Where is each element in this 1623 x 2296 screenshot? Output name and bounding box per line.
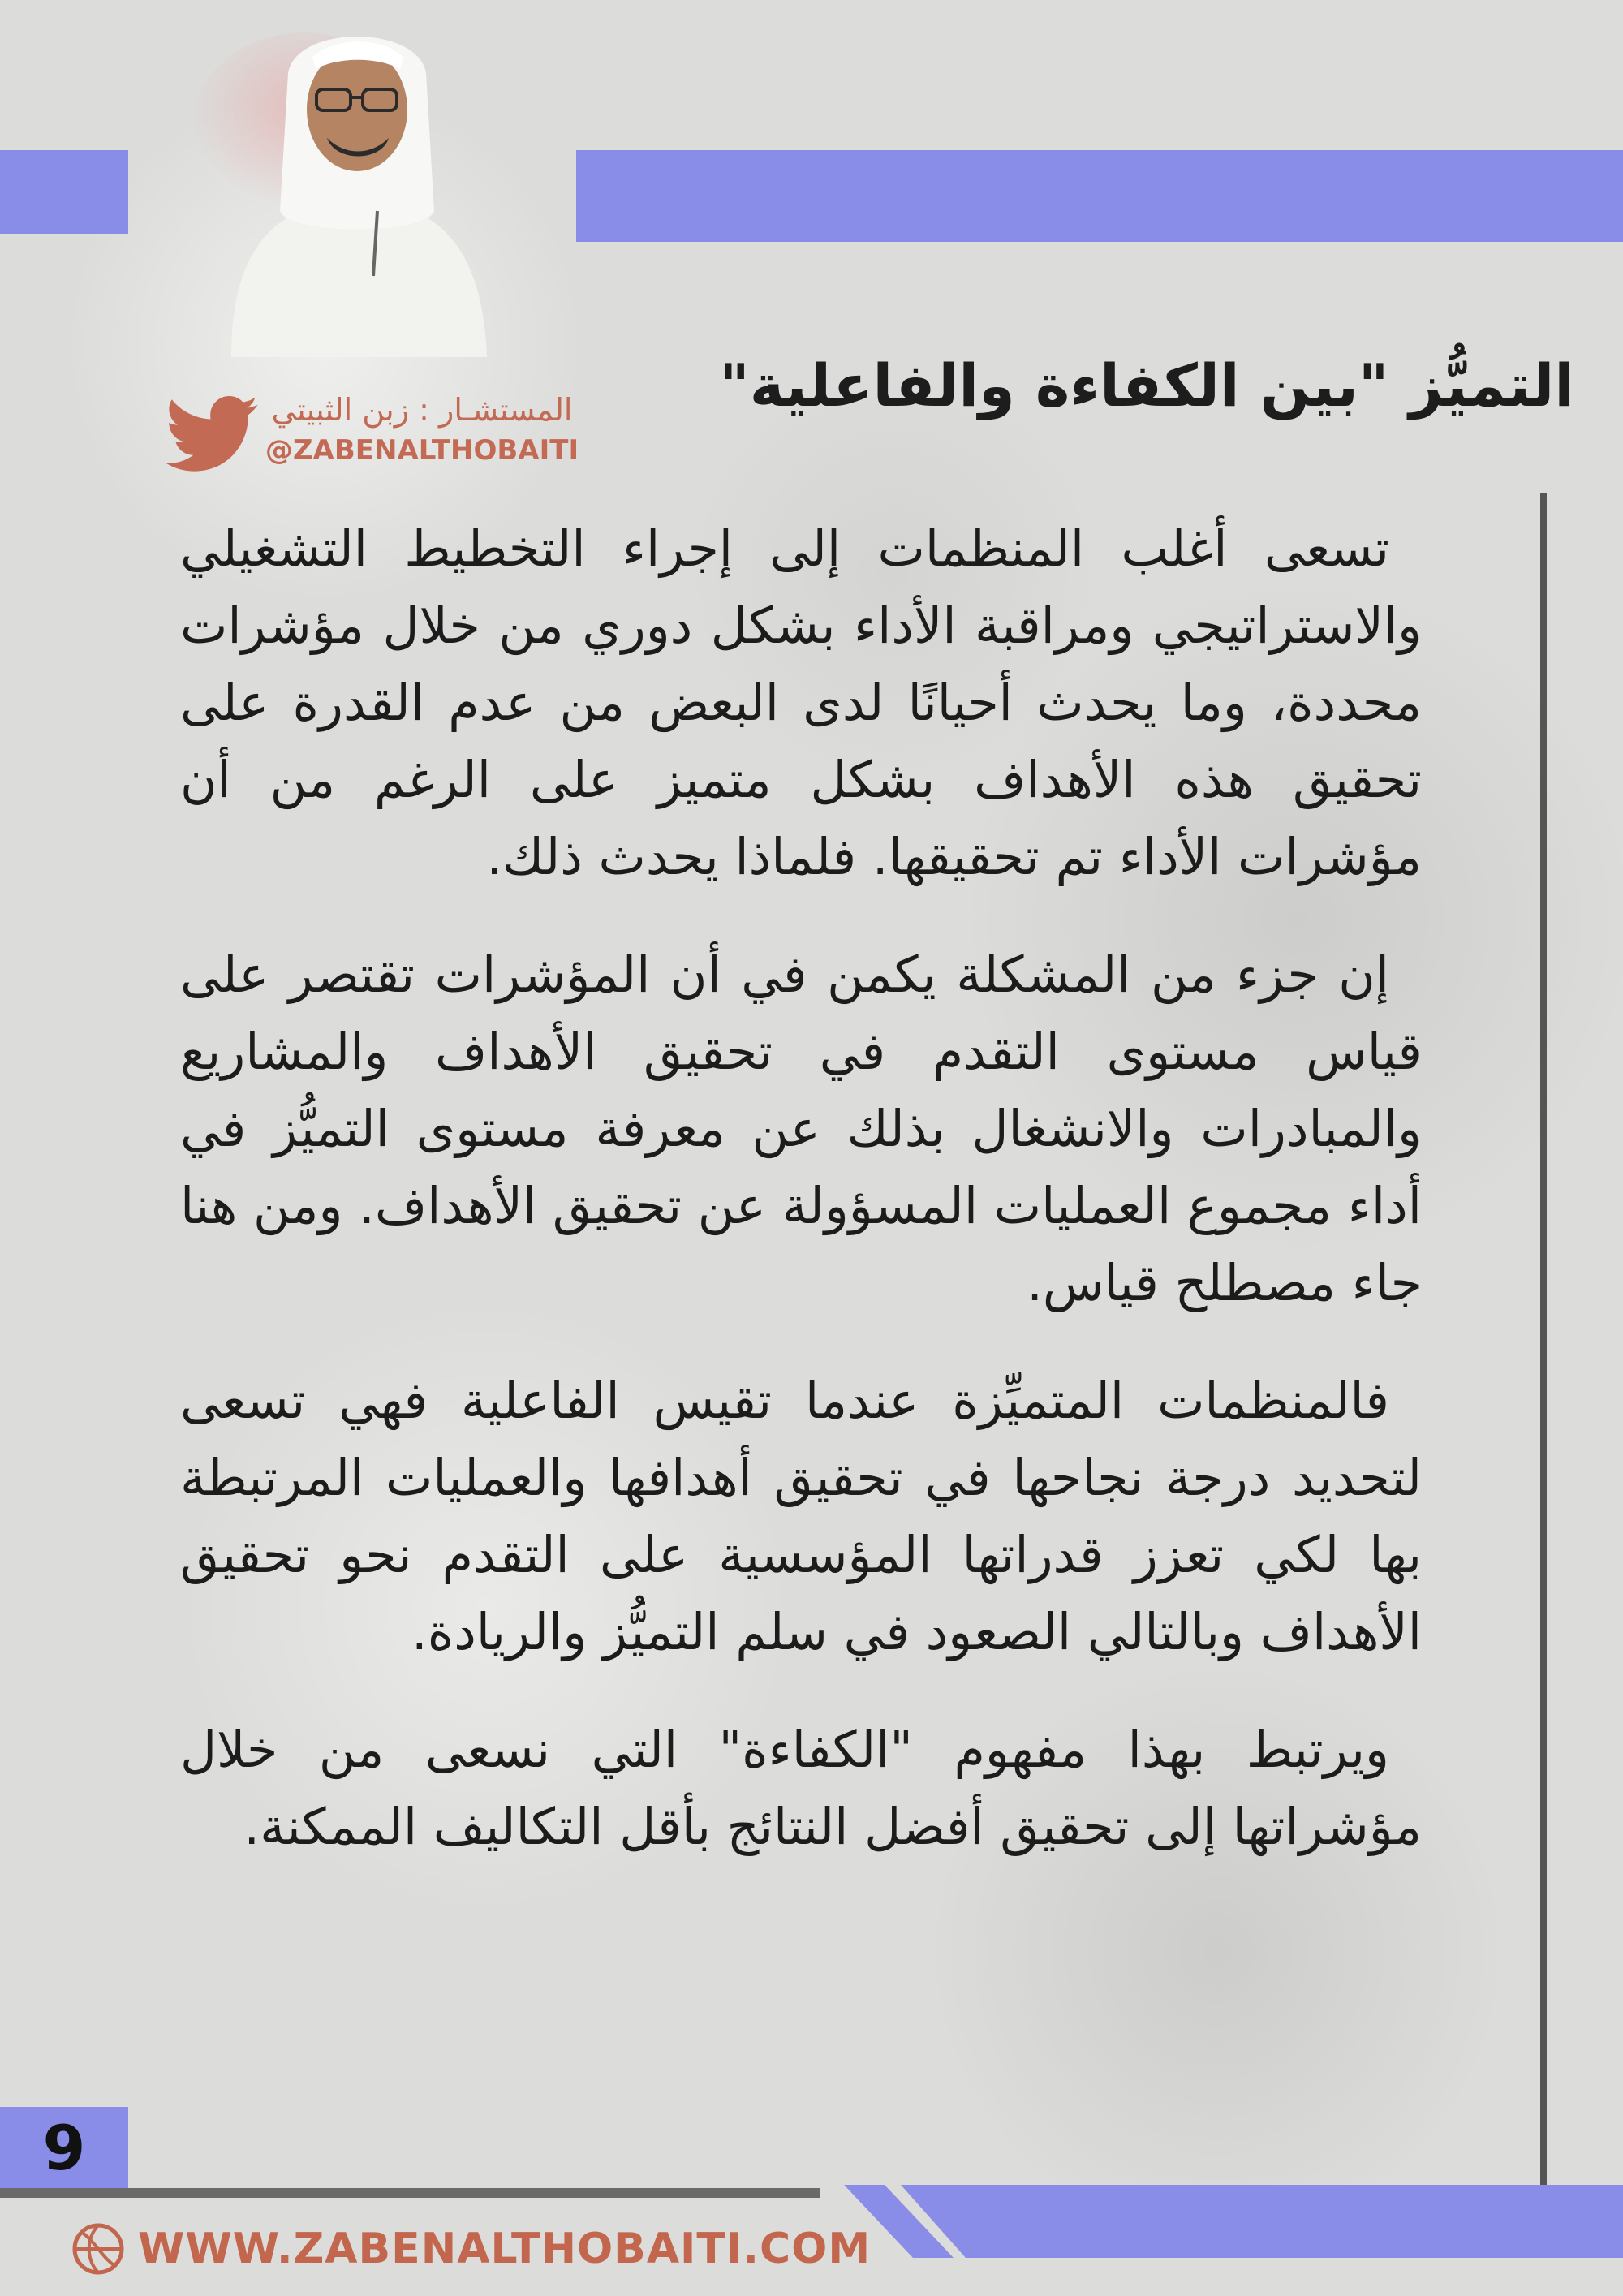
author-portrait — [183, 8, 532, 357]
page-number: 9 — [0, 2107, 128, 2188]
website-link[interactable]: WWW.ZABENALTHOBAITI.COM — [138, 2225, 872, 2273]
author-handle[interactable]: @ZABENALTHOBAITI — [265, 434, 579, 467]
article-paragraph: تسعى أغلب المنظمات إلى إجراء التخطيط التشغيلي والاستراتيجي ومراقبة الأداء بشكل دوري من خلال مؤشرات محددة، وما يحدث أحيانًا لدى البعض من عدم القدرة على تحقيق هذه الأهداف بشكل متميز على الرغم من أن مؤشرات الأداء تم تحقيقها. فلماذا يحدث ذلك. — [180, 519, 1422, 886]
header-accent-bar-left — [0, 150, 128, 234]
article-paragraph: إن جزء من المشكلة يكمن في أن المؤشرات تقتصر على قياس مستوى التقدم في تحقيق الأهداف والمشاريع والمبادرات والانشغال بذلك عن معرفة مستوى التميُّز في أداء مجموع العمليات المسؤولة عن تحقيق الأهداف. ومن هنا جاء مصطلح قياس. — [180, 945, 1422, 1312]
article-body — [180, 510, 1422, 1906]
footer-rule — [0, 2188, 820, 2198]
author-name: المستشـار : زبن الثبيتي — [271, 392, 573, 428]
footer-accent-graphic — [836, 2183, 1623, 2260]
vertical-divider — [1540, 493, 1547, 2189]
article-title: التميُّز "بين الكفاءة والفاعلية" — [719, 351, 1574, 420]
article-paragraph: ويرتبط بهذا مفهوم "الكفاءة" التي نسعى من خلال مؤشراتها إلى تحقيق أفضل النتائج بأقل التكاليف الممكنة. — [180, 1720, 1422, 1856]
article-paragraph: فالمنظمات المتميِّزة عندما تقيس الفاعلية فهي تسعى لتحديد درجة نجاحها في تحقيق أهدافها والعمليات المرتبطة بها لكي تعزز قدراتها المؤسسية على التقدم نحو تحقيق الأهداف وبالتالي الصعود في سلم التميُّز والريادة. — [180, 1371, 1422, 1661]
header-accent-bar-right — [576, 150, 1623, 242]
basketball-globe-icon — [71, 2222, 125, 2276]
twitter-bird-icon[interactable] — [166, 396, 260, 473]
author-block — [166, 388, 588, 477]
